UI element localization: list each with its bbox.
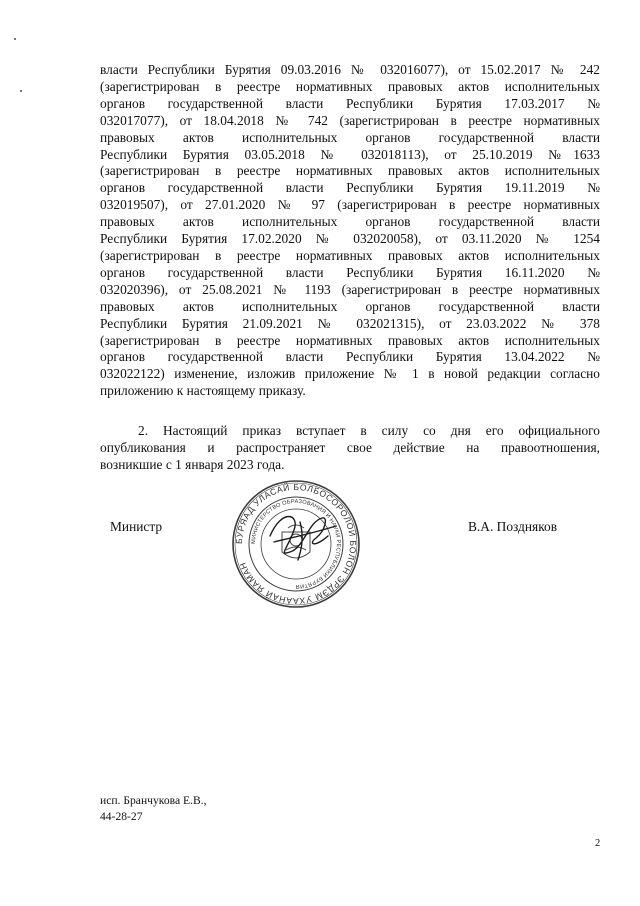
page-number: 2 [595,838,601,849]
handwritten-signature [270,517,336,561]
text-line: правовых актов исполнительных органов государственной власти [100,129,600,145]
seal-outer-text: БУРЯАД УЛАСАЙ БОЛБОСОРОЛОЙ БОЛОН ЭРДЭМ УХААНАЙ ЯАМАН [233,481,359,607]
text-line: 032020396), от 25.08.2021 № 1193 (зарегистрирован в реестре нормативных [100,281,600,297]
svg-text:МИНИСТЕРСТВО ОБРАЗОВАНИЯ И НАУ [251,499,341,589]
text-line: власти Республики Бурятия 09.03.2016 № 032016077), от 15.02.2017 № 242 [100,62,600,77]
text-line: органов государственной власти Республики Бурятия 13.04.2022 № [100,349,600,365]
text-line: (зарегистрирован в реестре нормативных правовых актов исполнительных [100,247,600,263]
executor-name: исп. Бранчукова Е.В., [100,794,207,807]
signatory-name: В.А. Поздняков [468,519,558,534]
text-line: органов государственной власти Республики Бурятия 17.03.2017 № [100,95,600,111]
text-line: органов государственной власти Республики Бурятия 19.11.2019 № [100,180,600,196]
scan-dot [20,90,22,92]
text-line: правовых актов исполнительных органов государственной власти [100,298,600,314]
text-line: (зарегистрирован в реестре нормативных правовых актов исполнительных [100,332,600,348]
signatory-title: Министр [110,519,163,534]
paragraph-2 [100,423,600,474]
text-line: (зарегистрирован в реестре нормативных правовых актов исполнительных [100,78,600,94]
executor-phone: 44-28-27 [100,810,143,823]
text-line: 032019507), от 27.01.2020 № 97 (зарегистрирован в реестре нормативных [100,197,600,213]
text-line: 032022122) изменение, изложив приложение № 1 в новой редакции согласно [100,366,600,382]
text-line: органов государственной власти Республики Бурятия 16.11.2020 № [100,264,600,280]
text-line: Республики Бурятия 17.02.2020 № 032020058), от 03.11.2020 № 1254 [100,231,600,247]
text-line: (зарегистрирован в реестре нормативных правовых актов исполнительных [100,163,600,179]
text-line: 032017077), от 18.04.2018 № 742 (зарегистрирован в реестре нормативных [100,112,600,128]
seal-inner-text: МИНИСТЕРСТВО ОБРАЗОВАНИЯ И НАУКИ РЕСПУБЛИКИ БУРЯТИЯ [250,498,342,590]
text-line: опубликования и распространяет свое действие на правоотношения, [100,439,600,455]
official-seal-stamp [230,478,362,610]
text-line: 2. Настоящий приказ вступает в силу со дня его официального [138,423,600,438]
paragraph-1 [100,62,600,400]
text-line: Республики Бурятия 03.05.2018 № 032018113), от 25.10.2019 №1633 [100,146,600,162]
text-line: возникшие с 1 января 2023 года. [100,456,285,472]
text-line: правовых актов исполнительных органов государственной власти [100,214,600,230]
text-line: приложению к настоящему приказу. [100,383,306,399]
scan-dot [14,38,16,40]
text-line: Республики Бурятия 21.09.2021 № 032021315), от 23.03.2022 № 378 [100,315,600,331]
footer [100,793,207,825]
